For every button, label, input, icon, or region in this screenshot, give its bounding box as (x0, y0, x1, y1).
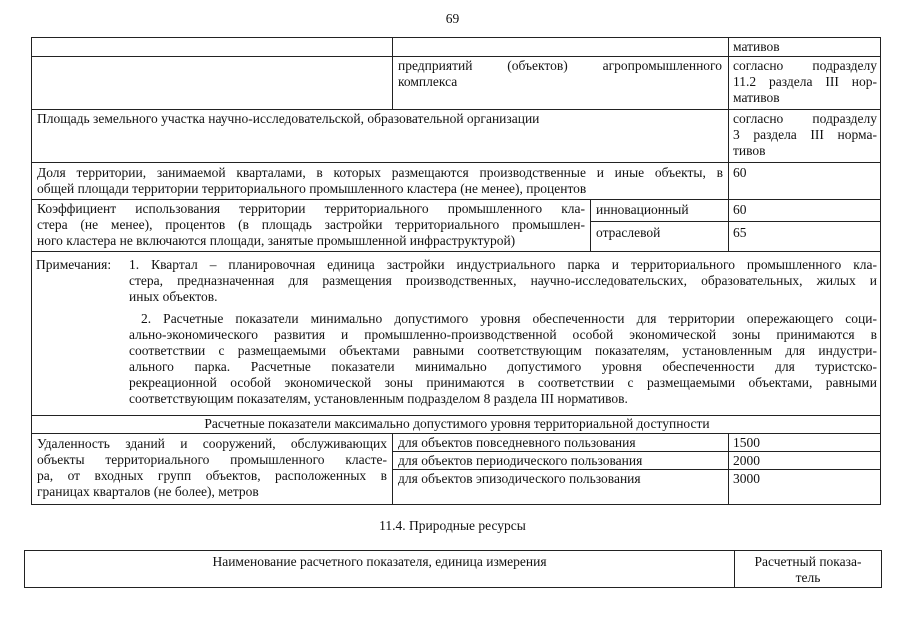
row-rule (32, 56, 881, 57)
row-rule (32, 109, 881, 110)
indicators-table (31, 37, 881, 505)
indicator-cell: Удаленность зданий и сооружений, обслуживающих объекты территориального промышленного класте- ра, от входных групп объектов, расположенных в границах кварталов (не более), метров (37, 436, 387, 499)
distance-value: 1500 (733, 435, 760, 450)
note-2: 2. Расчетные показатели минимально допустимого уровня обеспеченности для территории опережающего соци- ально-экономического развития и промышленно-производственной особой экономической зоны принимаются в соответствии с размещаемыми объектами равными соответствующим показателям, установленным для индустри- ального парка. Расчетные показатели минимально допустимого уровня обеспеченности для туристско- рекреационной особой экономической зоны принимаются в соответствии с размещаемыми объектами, равными соответствующим показателям, установленным подразделом 8 раздела III нормативов. (129, 311, 877, 406)
indicator-cell: Доля территории, занимаемой кварталами, в которых размещаются производственные и иные объекты, в общей площади территории территориального промышленного кластера (не менее), процентов (37, 165, 723, 196)
col-rule (590, 199, 591, 251)
value-cell: согласно подразделу 3 раздела III норма- тивов (733, 111, 877, 158)
row-rule (32, 251, 881, 252)
distance-label: для объектов повседневного пользования (398, 435, 636, 450)
natural-resources-table (24, 550, 882, 588)
page-number: 69 (445, 11, 460, 26)
col-rule (392, 38, 393, 109)
value-cell: согласно подразделу 11.2 раздела III нор- мативов (733, 58, 877, 105)
section-title: 11.4. Природные ресурсы (379, 518, 526, 533)
note-1: 1. Квартал – планировочная единица застройки индустриального парка и территориального промышленного кла- (129, 257, 877, 272)
distance-label: для объектов эпизодического пользования (398, 471, 641, 486)
column-header: Наименование расчетного показателя, единица измерения (212, 554, 547, 569)
indicator-cell: Коэффициент использования территории территориального промышленного кла- стера (не менее), процентов (в площадь застройки территориального промышлен- ного кластера не включаются площади, занятые промышленной инфраструктурой) (37, 201, 585, 248)
distance-value: 3000 (733, 471, 760, 486)
row-rule (392, 451, 881, 452)
col-rule (728, 433, 729, 505)
sub-label-cell: инновационный (596, 202, 689, 217)
col-rule (728, 38, 729, 251)
indicator-cell: Площадь земельного участка научно-исследовательской, образовательной организации (37, 111, 540, 126)
section-header: Расчетные показатели максимально допустимого уровня территориальной доступности (204, 416, 710, 431)
note-1-cont: стера, предназначенная для размещения производственных, научно-исследовательских, образовательных, жилых и иных объектов. (129, 273, 877, 304)
column-header: Расчетный показа- тель (754, 554, 862, 585)
row-rule (392, 469, 881, 470)
notes-prefix: Примечания: (36, 257, 112, 272)
row-rule (32, 433, 881, 434)
value-cell: 60 (733, 165, 747, 180)
sub-label-cell: отраслевой (596, 225, 661, 240)
value-cell: 60 (733, 202, 747, 217)
value-cell: 65 (733, 225, 747, 240)
distance-label: для объектов периодического пользования (398, 453, 643, 468)
row-rule (32, 199, 881, 200)
col-rule (392, 433, 393, 505)
row-rule (32, 162, 881, 163)
distance-value: 2000 (733, 453, 760, 468)
col-rule (734, 551, 735, 588)
value-cell: мативов (733, 39, 780, 54)
row-rule (590, 221, 881, 222)
indicator-cell: предприятий (объектов) агропромышленного комплекса (398, 58, 722, 89)
